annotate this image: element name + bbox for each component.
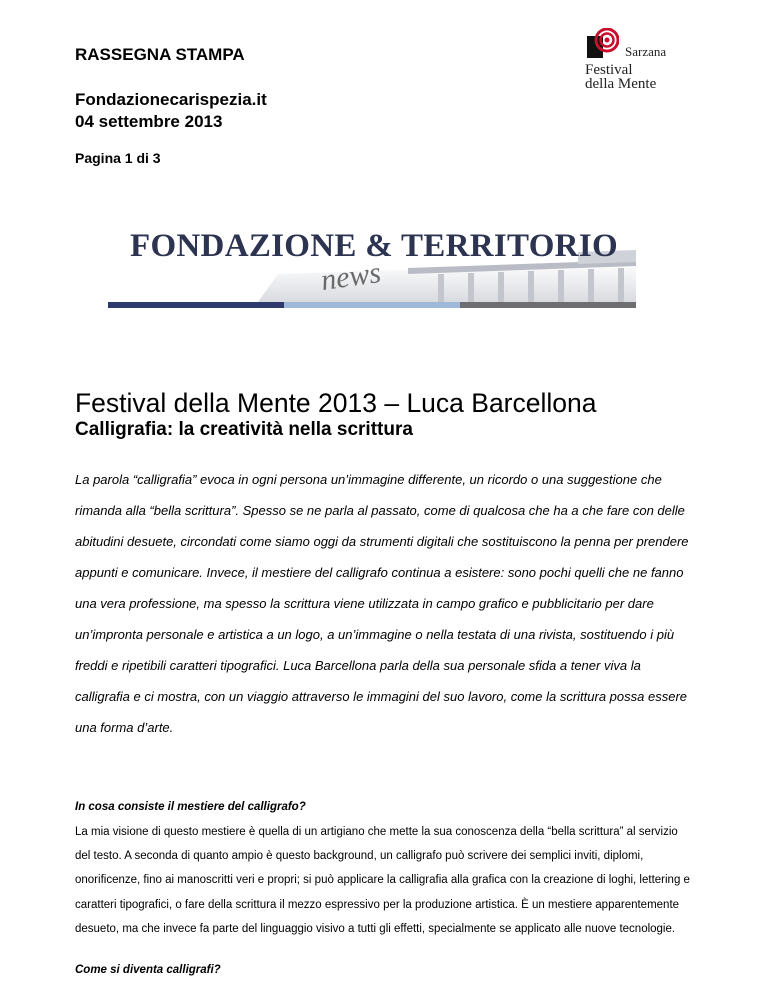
- banner-subtitle: news: [318, 255, 383, 298]
- source-site: Fondazionecarispezia.it: [75, 90, 267, 109]
- page-counter: Pagina 1 di 3: [75, 150, 161, 166]
- festival-logo: [582, 28, 682, 103]
- interview-answer-1: La mia visione di questo mestiere è quella di un artigiano che mette la sua conoscenza della “bella scrittura” al servizio del testo. A seconda di quanto ampio è questo background, un calligrafo può scrivere dei semplici inviti, diplomi, onorificenze, fino ai manoscritti veri e propri; si può applicare la calligrafia alla grafica con la creazione di loghi, lettering e caratteri tipografici, o fare della scrittura il mezzo espressivo per la produzione artistica. È un mestiere apparentemente desueto, ma che invece fa parte del linguaggio visivo a tutti gli effetti, specialmente se applicato alle nuove tecnologie.: [75, 826, 690, 935]
- publication-date: 04 settembre 2013: [75, 112, 223, 131]
- bar-segment-gray: [460, 302, 636, 308]
- festival-name: Festival della Mente: [585, 62, 657, 92]
- banner-title: FONDAZIONE & TERRITORIO: [130, 228, 618, 264]
- festival-city: Sarzana: [625, 44, 667, 59]
- interview-question-2: Come si diventa calligrafi?: [75, 964, 221, 976]
- interview-question-1: In cosa consiste il mestiere del calligrafo?: [75, 801, 306, 813]
- article-subtitle: Calligrafia: la creatività nella scrittura: [75, 419, 413, 440]
- fondazione-banner: [108, 222, 636, 312]
- festival-spiral-icon: [587, 28, 619, 58]
- banner-color-bar: [108, 302, 636, 308]
- article-title: Festival della Mente 2013 – Luca Barcellona: [75, 388, 597, 418]
- source-block: [75, 89, 267, 133]
- press-review-label: RASSEGNA STAMPA: [75, 45, 245, 64]
- article-lead: La parola “calligrafia” evoca in ogni persona un’immagine differente, un ricordo o una suggestione che rimanda alla “bella scrittura”. Spesso se ne parla al passato, come di qualcosa che ha a che fare con delle abitudini desuete, circondati come siamo oggi da strumenti digitali che sostituiscono la penna per prendere appunti e comunicare. Invece, il mestiere del calligrafo continua a esistere: sono pochi quelli che ne fanno una vera professione, ma spesso la scrittura viene utilizzata in campo grafico e pubblicitario per dare un’impronta personale e artistica a un logo, a un’immagine o nella testata di una rivista, sostituendo i più freddi e ripetibili caratteri tipografici. Luca Barcellona parla della sua personale sfida a tener viva la calligrafia e ci mostra, con un viaggio attraverso le immagini del suo lavoro, come la scrittura possa essere una forma d’arte.: [75, 472, 689, 735]
- bar-segment-dark-blue: [108, 302, 284, 308]
- bar-segment-light-blue: [284, 302, 460, 308]
